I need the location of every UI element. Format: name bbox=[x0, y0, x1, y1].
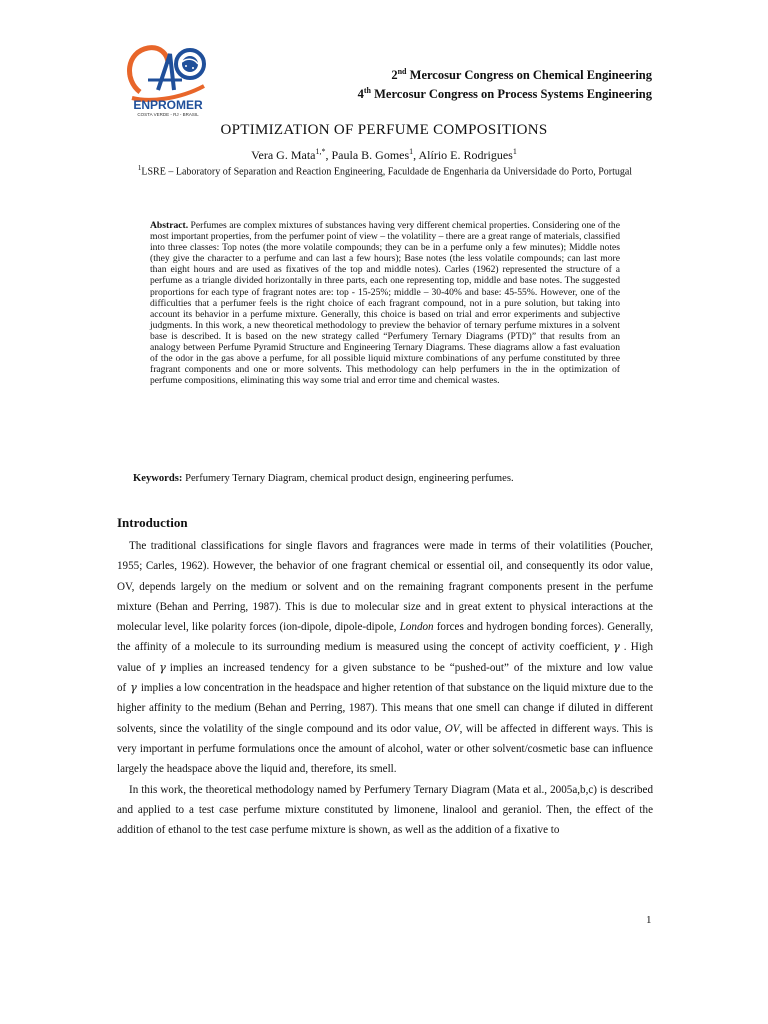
gamma-symbol: γ bbox=[613, 640, 620, 654]
logo-wordmark: ENPROMER bbox=[133, 98, 203, 112]
paragraph: The traditional classifications for single flavors and fragrances were made in terms of their volatilities (Poucher, 1955; Carles, 1962). However, the behavior of one fragrant chemical or essential oil, and consequently its odor value, OV, depends largely on the medium or solvent and on the remaining fragrant components present in the perfume mixture (Behan and Perring, 1987). This is due to molecular size and in great extent to physical interactions at the molecular level, like polarity forces (ion-dipole, dipole-dipole, London forces and hydrogen bonding forces). Generally, the affinity of a molecule to its surrounding medium is measured using the concept of activity coefficient, γ . High value of γ implies an increased tendency for a given substance to be “pushed-out” of the mixture and low value of γ implies a low concentration in the headspace and higher retention of that substance on the liquid mixture due to the higher affinity to the medium (Behan and Perring, 1987). This means that one smell can change if diluted in different solvents, since the volatility of the single compound and its odor value, OV, will be affected in different ways. This is very important in perfume formulations once the amount of alcohol, water or other solvent/cosmetic base can influence largely the headspace above the liquid and, therefore, its smell. bbox=[117, 540, 653, 776]
author-name: , Paula B. Gomes bbox=[325, 148, 410, 162]
keywords-text: Perfumery Ternary Diagram, chemical product design, engineering perfumes. bbox=[182, 473, 514, 484]
section-heading-introduction: Introduction bbox=[117, 515, 188, 530]
enpromer-logo bbox=[118, 40, 220, 118]
author-list: Vera G. Mata$^{1,*}$, Paula B. Gomes$^1$, Alírio E. Rodrigues$^1$ bbox=[251, 147, 517, 162]
introduction-body bbox=[117, 536, 653, 840]
paragraph: In this work, the theoretical methodology named by Perfumery Ternary Diagram (Mata et al., 2005a,b,c) is described and applied to a test case perfume mixture constituted by limonene, linalool and geraniol. Then, the effect of the addition of ethanol to the test case perfume mixture is shown, as well as the addition of a fixative to bbox=[117, 783, 653, 837]
congress-line-1: 2nd Mercosur Congress on Chemical Engineering bbox=[391, 67, 652, 83]
logo-subtitle: COSTA VERDE - RJ - BRASIL bbox=[137, 112, 199, 117]
congress-header bbox=[358, 64, 652, 102]
abstract-label: Abstract. bbox=[150, 220, 189, 231]
enpromer-emblem bbox=[118, 40, 220, 118]
abstract-block bbox=[150, 220, 620, 386]
author-name: , Alírio E. Rodrigues bbox=[413, 148, 513, 162]
keywords-label: Keywords: bbox=[133, 473, 183, 484]
page-number: 1 bbox=[646, 914, 652, 926]
author-name: Vera G. Mata bbox=[251, 148, 316, 162]
abstract-text: Perfumes are complex mixtures of substances having very different chemical properties. Considering one of the most important properties, from the perfumer point of view – the volatility – there are a great range of materials, classified into three classes: Top notes (the more volatile compounds; they can be in a perfume only a few minutes); Middle notes (they give the character to a perfume and can last a few hours); Base notes (the less volatile compounds; can last more than eight hours and are used as fixatives of the top and middle notes). Carles (1962) represented the structure of a perfume as a triangle divided horizontally in three parts, each one representing top, middle and base notes. The suggested proportions for each type of fragrant notes are: top - 15-25%; middle – 30-40% and base: 45-55%. However, one of the difficulties that a perfumer feels is the right choice of each fragrant compound, not in a pure solution, but taking into account its behavior in a perfume mixture. Generally, this choice is based on trial and error experiments and subjective judgments. In this work, a new theoretical methodology to preview the behavior of ternary perfume mixtures in a solvent base is described. It is based on the new strategy called “Perfumery Ternary Diagrams (PTD)” that results from an analogy between Perfume Pyramid Structure and Engineering Ternary Diagrams. These diagrams allow a fast evaluation of the odor in the gas above a perfume, for all possible liquid mixture combinations of any perfume constituted by three fragrant components and one or more solvents. This methodology can help perfumers in the in the optimization of perfume compositions, eliminating this way some trial and error time and chemical wastes. bbox=[150, 220, 620, 387]
affiliation: $^1$LSRE – Laboratory of Separation and Reaction Engineering, Faculdade de Engenharia da Universidade do Porto, Portugal bbox=[137, 164, 633, 178]
keywords-line bbox=[133, 473, 514, 484]
gamma-symbol: γ bbox=[159, 660, 166, 674]
gamma-symbol: γ bbox=[130, 681, 137, 695]
congress-line-2: 4th Mercosur Congress on Process Systems Engineering bbox=[357, 86, 652, 102]
paper-title: OPTIMIZATION OF PERFUME COMPOSITIONS bbox=[220, 122, 548, 138]
